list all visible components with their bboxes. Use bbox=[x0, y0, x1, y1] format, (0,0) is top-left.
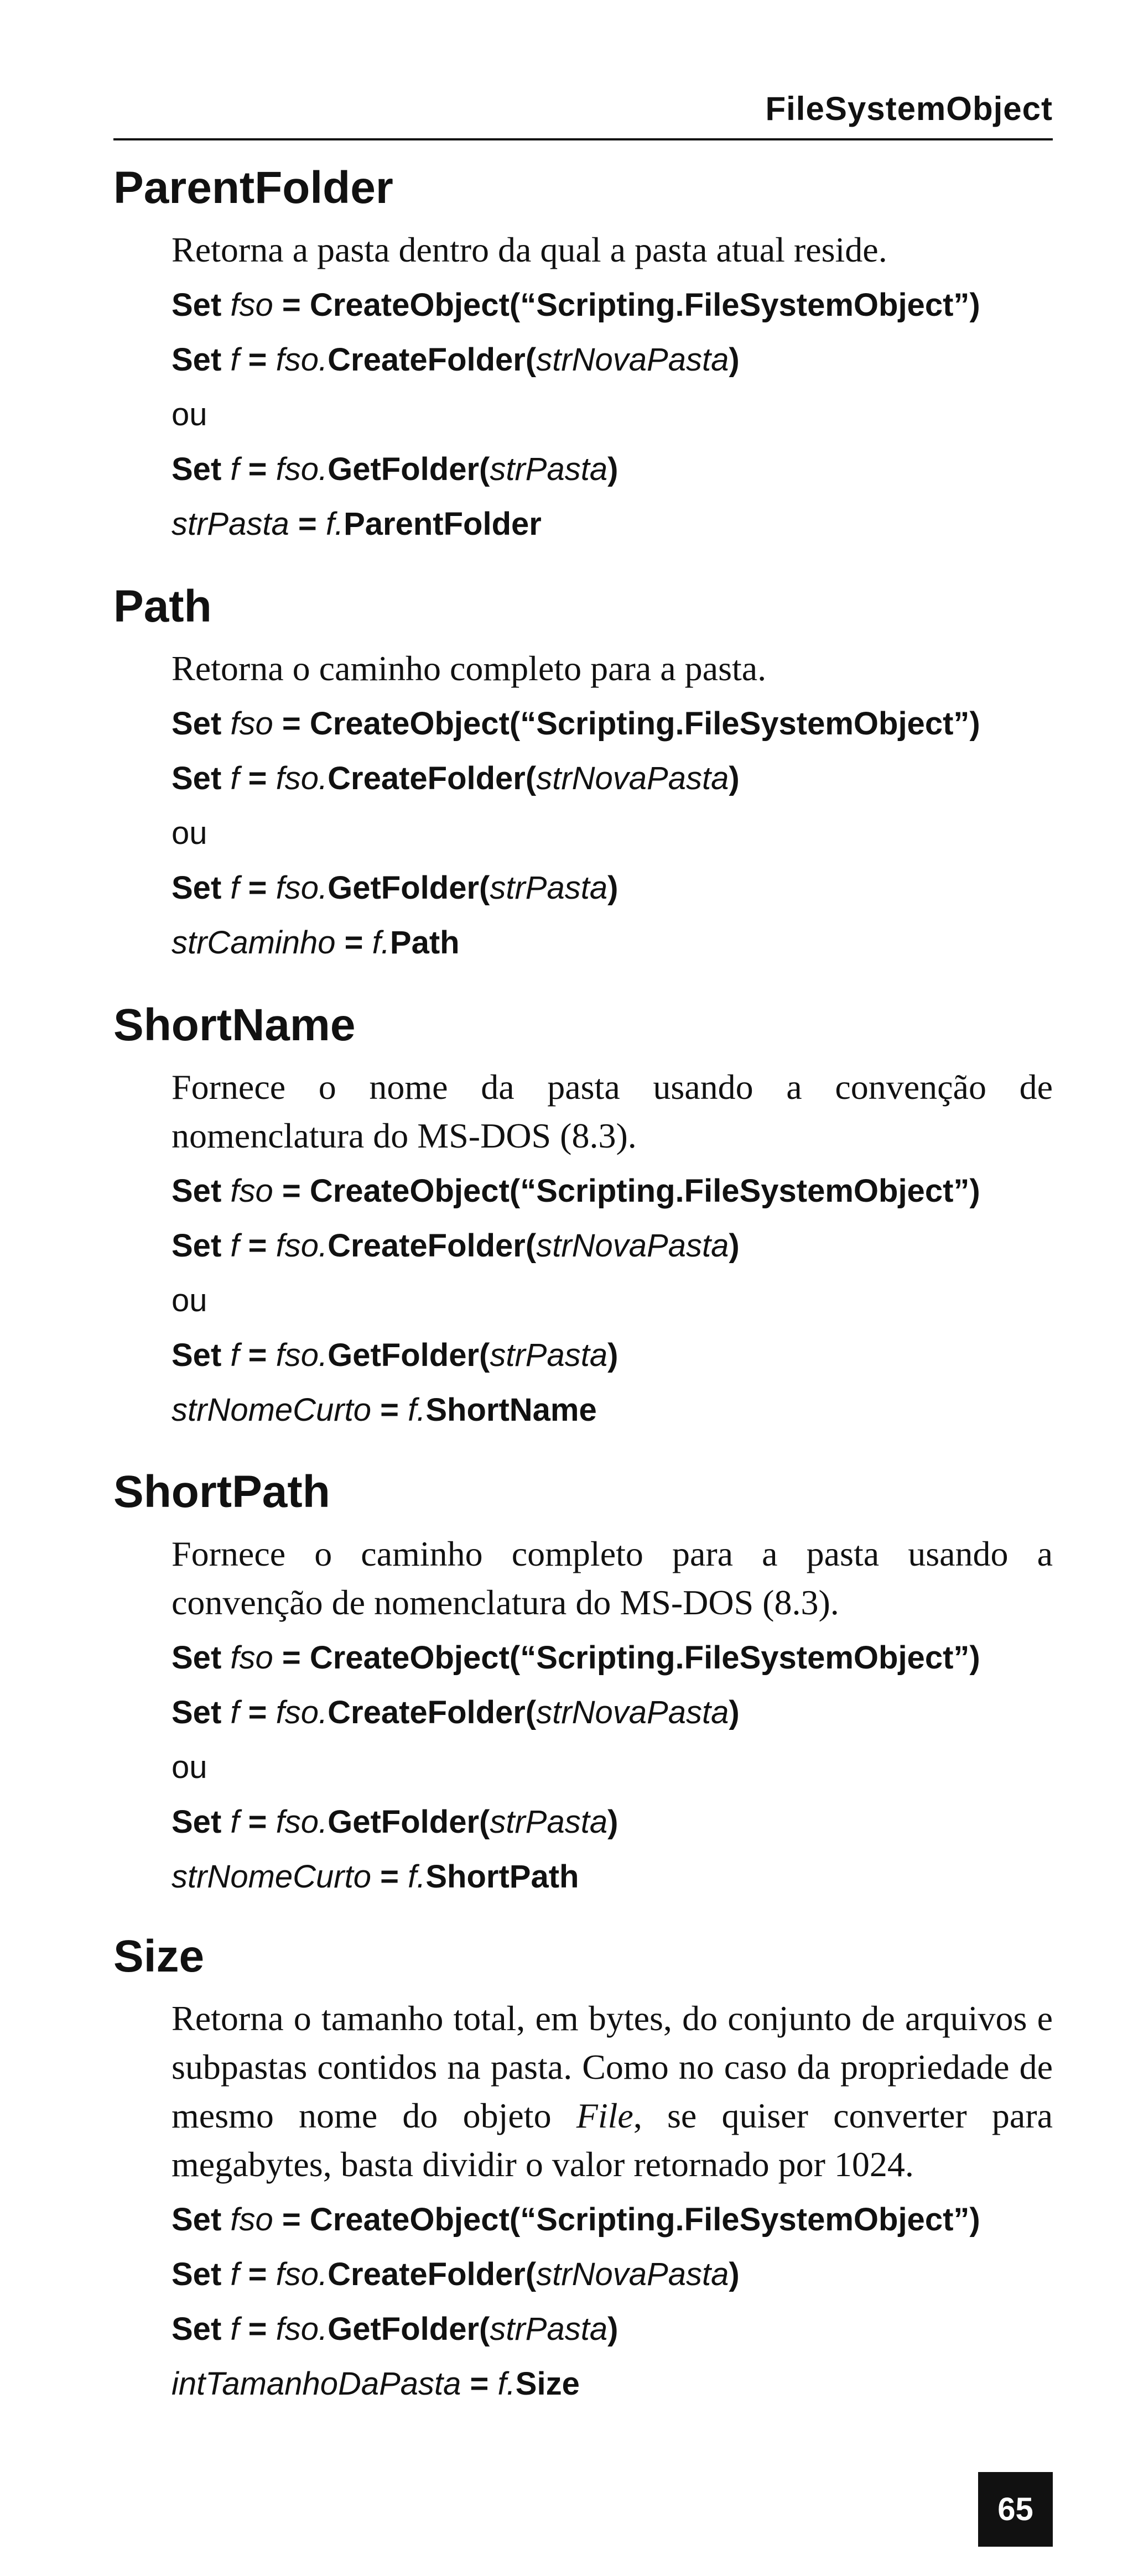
code-line: intTamanhoDaPasta = f.Size bbox=[171, 2366, 580, 2402]
code-line: Set f = fso.GetFolder(strPasta) bbox=[171, 1337, 619, 1373]
section-parentfolder bbox=[113, 160, 1053, 551]
section-shortname bbox=[113, 998, 1053, 1437]
page-number-badge bbox=[978, 2472, 1053, 2547]
object-name-file: File bbox=[576, 2096, 633, 2135]
code-line: ou bbox=[171, 1282, 207, 1318]
section-heading: ParentFolder bbox=[113, 163, 393, 213]
section-description: Retorna a pasta dentro da qual a pasta atual reside. bbox=[171, 230, 887, 269]
section-size bbox=[113, 1929, 1053, 2411]
section-shortpath bbox=[113, 1464, 1053, 1904]
code-line: Set f = fso.GetFolder(strPasta) bbox=[171, 870, 619, 906]
section-heading: Path bbox=[113, 581, 212, 632]
section-description: Fornece o nome da pasta usando a convenção de nomenclatura do MS-DOS (8.3). bbox=[171, 1067, 1053, 1155]
code-line: ou bbox=[171, 1749, 207, 1785]
section-description: Retorna o tamanho total, em bytes, do conjunto de arquivos e subpastas contidos na pasta. Como no caso da propriedade de mesmo nome do objeto File, se quiser converter para megabytes, basta dividir o valor retornado por 1024. bbox=[171, 1999, 1053, 2184]
code-line: strPasta = f.ParentFolder bbox=[171, 506, 542, 542]
code-line: Set fso = CreateObject(“Scripting.FileSystemObject”) bbox=[171, 2202, 980, 2238]
code-line: Set f = fso.CreateFolder(strNovaPasta) bbox=[171, 342, 740, 378]
code-line: Set fso = CreateObject(“Scripting.FileSystemObject”) bbox=[171, 706, 980, 742]
code-line: Set f = fso.GetFolder(strPasta) bbox=[171, 1804, 619, 1840]
code-line: Set f = fso.CreateFolder(strNovaPasta) bbox=[171, 1694, 740, 1730]
section-description: Fornece o caminho completo para a pasta usando a convenção de nomenclatura do MS-DOS (8.3). bbox=[171, 1534, 1053, 1622]
code-line: ou bbox=[171, 815, 207, 851]
code-line: strNomeCurto = f.ShortPath bbox=[171, 1859, 579, 1895]
section-heading: ShortPath bbox=[113, 1467, 330, 1517]
code-line: Set f = fso.CreateFolder(strNovaPasta) bbox=[171, 1228, 740, 1264]
section-heading: ShortName bbox=[113, 1000, 356, 1050]
code-line: strNomeCurto = f.ShortName bbox=[171, 1392, 597, 1428]
code-line: Set f = fso.CreateFolder(strNovaPasta) bbox=[171, 2256, 740, 2292]
section-path bbox=[113, 579, 1053, 970]
code-line: Set f = fso.CreateFolder(strNovaPasta) bbox=[171, 760, 740, 796]
page-number: 65 bbox=[997, 2491, 1033, 2527]
code-line: Set fso = CreateObject(“Scripting.FileSystemObject”) bbox=[171, 287, 980, 323]
code-line: Set fso = CreateObject(“Scripting.FileSystemObject”) bbox=[171, 1173, 980, 1209]
code-line: Set f = fso.GetFolder(strPasta) bbox=[171, 451, 619, 487]
header-rule bbox=[113, 138, 1053, 140]
code-line: strCaminho = f.Path bbox=[171, 925, 460, 961]
section-description: Retorna o caminho completo para a pasta. bbox=[171, 649, 767, 688]
code-line: ou bbox=[171, 397, 207, 432]
code-line: Set fso = CreateObject(“Scripting.FileSystemObject”) bbox=[171, 1640, 980, 1676]
running-header-title: FileSystemObject bbox=[765, 90, 1053, 127]
section-heading: Size bbox=[113, 1931, 205, 1981]
code-line: Set f = fso.GetFolder(strPasta) bbox=[171, 2311, 619, 2347]
